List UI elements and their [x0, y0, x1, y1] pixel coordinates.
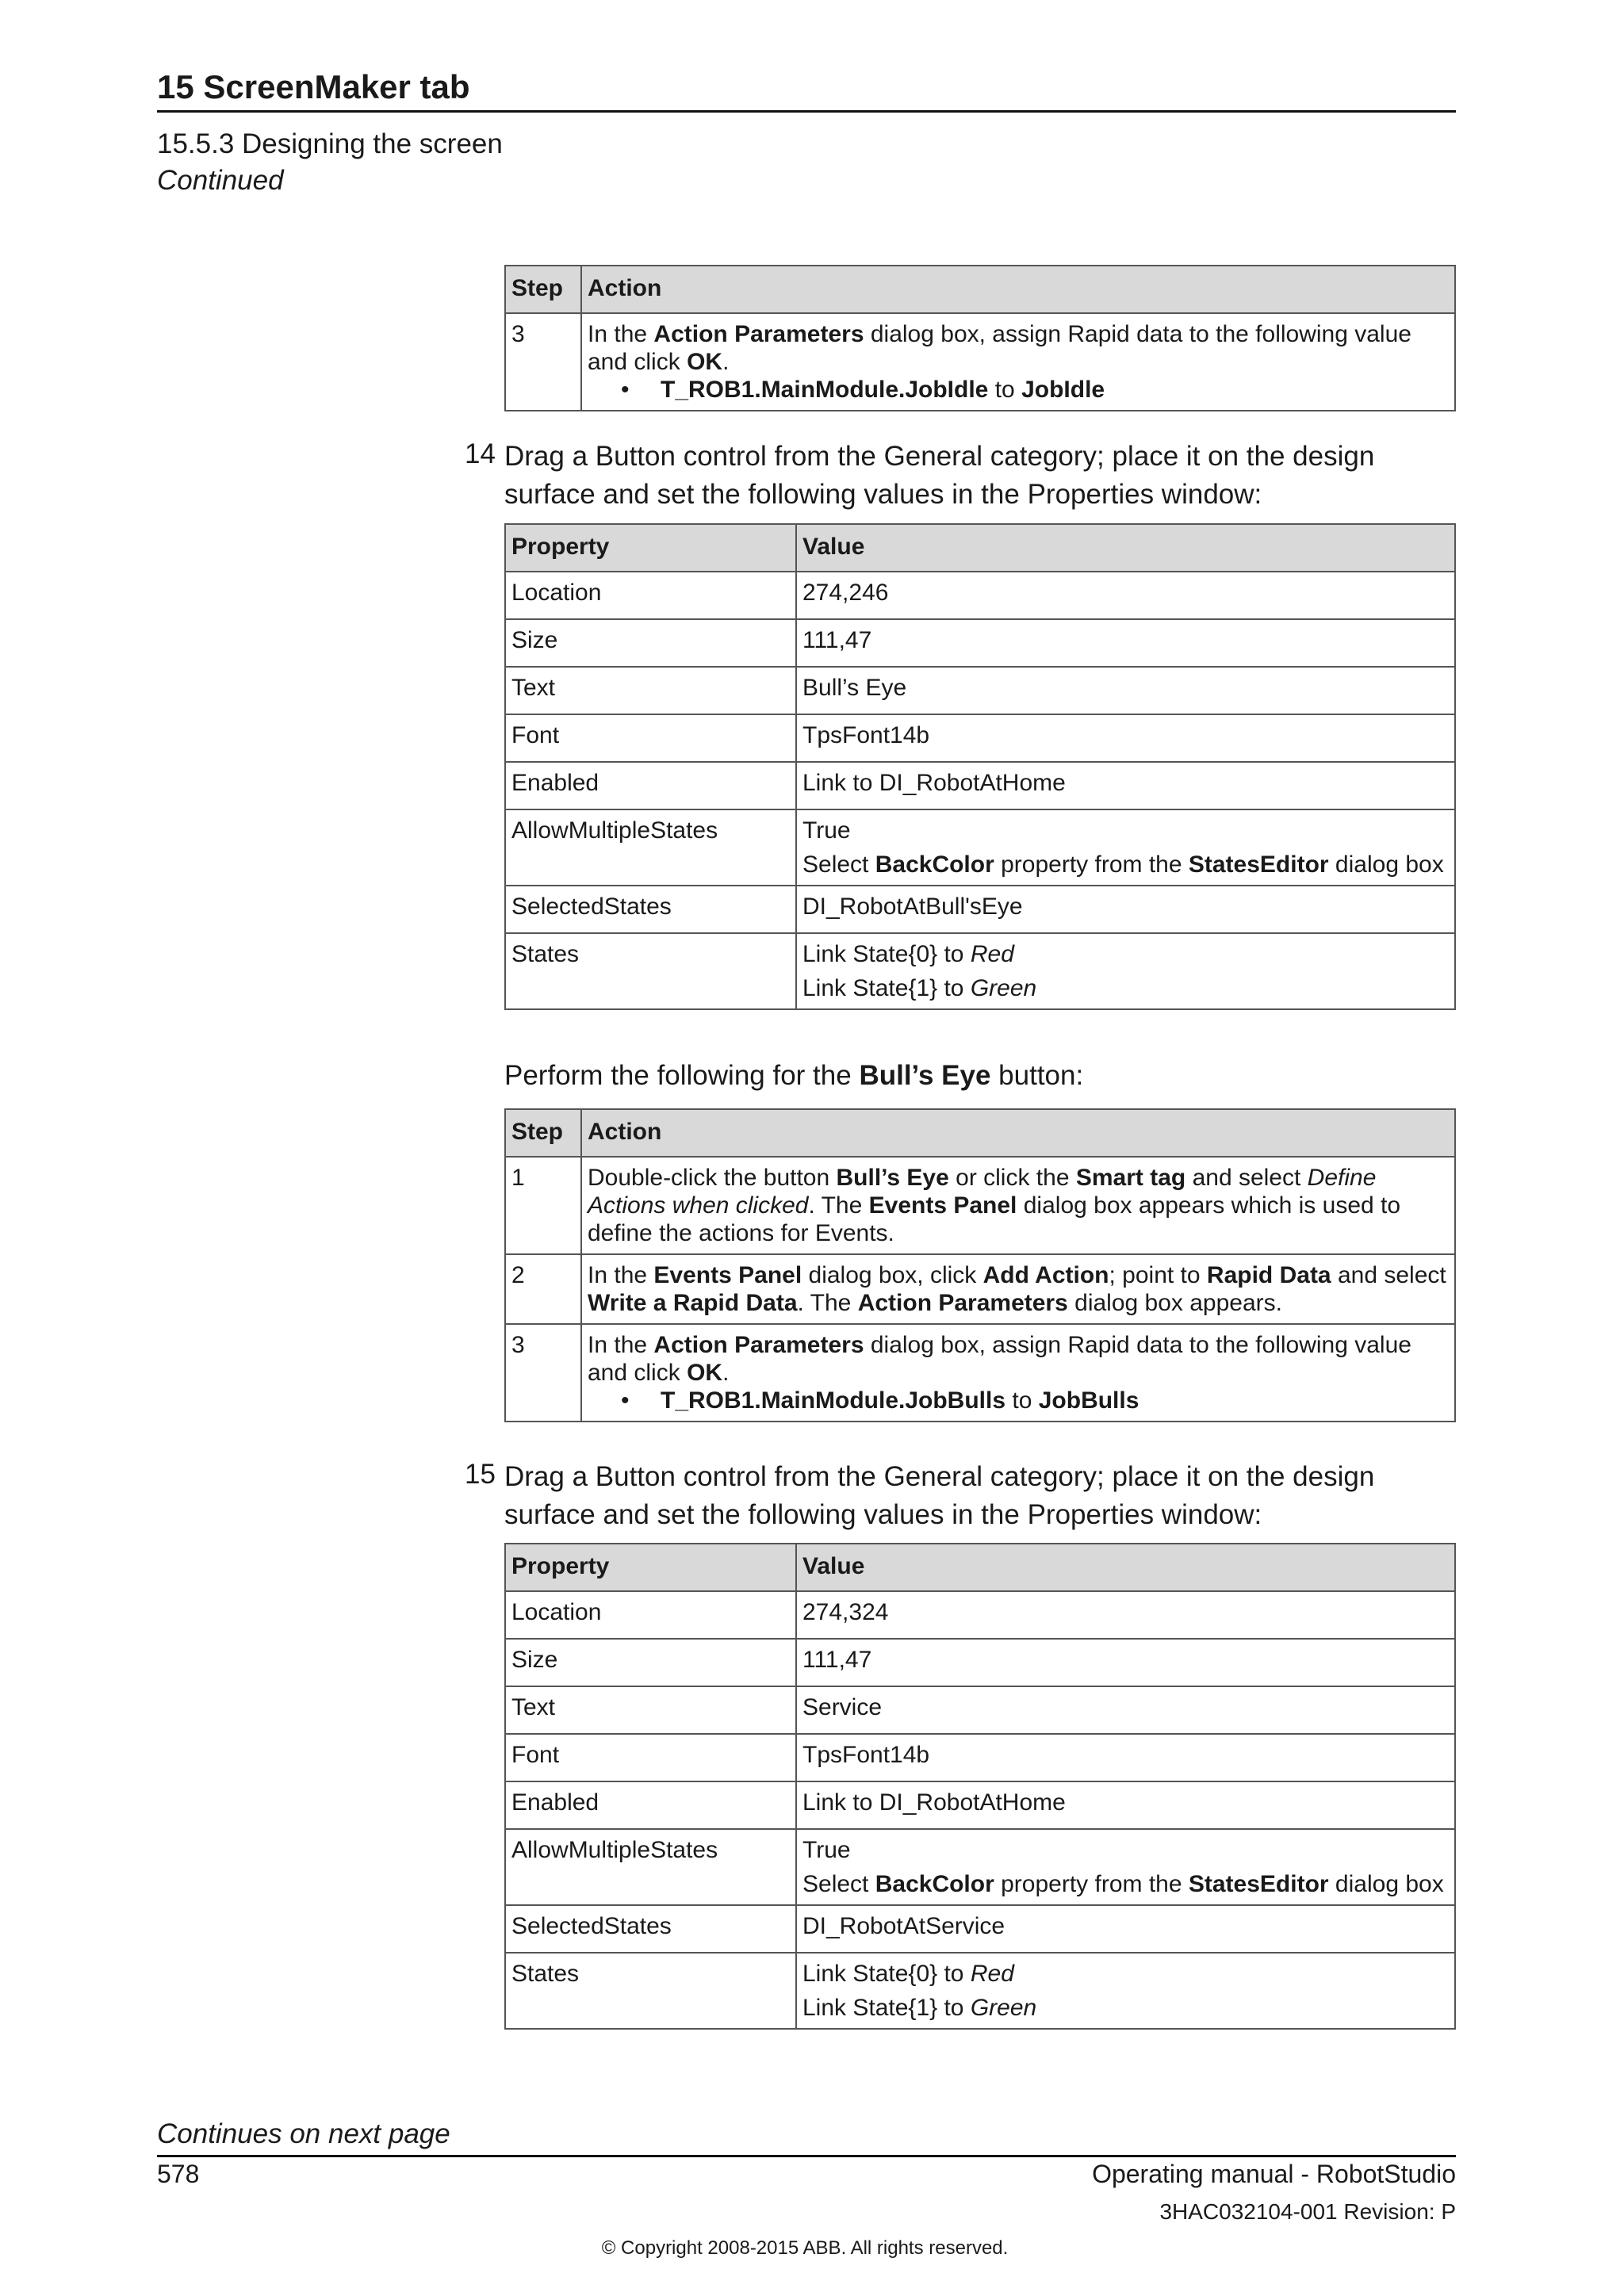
text: and select — [1185, 1165, 1308, 1191]
manual-title: Operating manual - RobotStudio — [1092, 2160, 1456, 2188]
table-row — [505, 1324, 1455, 1422]
value-cell: 111,47 — [796, 1639, 1455, 1686]
bold-term: OK — [687, 349, 723, 375]
bullet-dot: • — [621, 1387, 630, 1414]
text: Link State{1} to — [802, 1995, 971, 2021]
step-number-15: 15 — [465, 1459, 496, 1490]
bold-term: BackColor — [875, 851, 994, 878]
continued-label: Continued — [157, 165, 284, 196]
text: . The — [808, 1192, 869, 1219]
value-cell: Bull’s Eye — [796, 667, 1455, 714]
bold-term: BackColor — [875, 1871, 994, 1897]
italic-term: Red — [970, 941, 1014, 967]
table-row — [505, 714, 1455, 762]
property-cell: Text — [505, 1686, 796, 1734]
value-cell: 111,47 — [796, 619, 1455, 667]
table-row — [505, 1591, 1455, 1639]
bold-term: Bull’s Eye — [859, 1060, 991, 1091]
text: property from the — [994, 851, 1189, 878]
text: In the — [588, 1262, 654, 1288]
bold-term: StatesEditor — [1188, 1871, 1329, 1897]
bold-term: T_ROB1.MainModule.JobIdle — [661, 377, 989, 403]
text: Double-click the button — [588, 1165, 837, 1191]
property-cell: Font — [505, 1734, 796, 1781]
bold-term: Add Action — [982, 1262, 1109, 1288]
value-text: True — [802, 1837, 851, 1863]
bold-term: OK — [687, 1360, 723, 1386]
section-title: 15.5.3 Designing the screen — [157, 128, 503, 159]
property-cell: Text — [505, 667, 796, 714]
action-table-bulls-eye — [504, 1108, 1456, 1422]
text: . — [722, 1360, 730, 1386]
text: Select — [802, 851, 875, 878]
text: and select — [1331, 1262, 1446, 1288]
column-header-action: Action — [581, 266, 1455, 313]
value-cell — [796, 809, 1455, 886]
text: Link State{1} to — [802, 975, 971, 1001]
bold-term: StatesEditor — [1188, 851, 1329, 878]
property-cell: SelectedStates — [505, 1905, 796, 1953]
table-row — [505, 667, 1455, 714]
italic-term: Green — [970, 975, 1037, 1001]
table-row — [505, 1829, 1455, 1905]
bold-term: Rapid Data — [1206, 1262, 1331, 1288]
value-cell — [796, 1829, 1455, 1905]
bold-term: Events Panel — [653, 1262, 802, 1288]
text: ; point to — [1109, 1262, 1207, 1288]
value-cell — [796, 1953, 1455, 2029]
value-cell: TpsFont14b — [796, 1734, 1455, 1781]
step-number: 2 — [505, 1254, 581, 1324]
step-14-text: Drag a Button control from the General category; place it on the design surface and set the following values in the Properties window: — [504, 441, 1375, 510]
action-table-continued — [504, 265, 1456, 411]
step-action — [581, 313, 1455, 411]
value-cell: 274,324 — [796, 1591, 1455, 1639]
text: to — [1005, 1387, 1039, 1414]
properties-table-15 — [504, 1543, 1456, 2030]
table-row — [505, 1686, 1455, 1734]
step-action — [581, 1324, 1455, 1422]
continues-on-next-page: Continues on next page — [157, 2118, 450, 2149]
property-cell: AllowMultipleStates — [505, 1829, 796, 1905]
text: dialog box, assign Rapid data to the following value and click — [588, 321, 1411, 375]
step-15-text: Drag a Button control from the General category; place it on the design surface and set the following values in the Properties window: — [504, 1461, 1375, 1530]
value-cell: TpsFont14b — [796, 714, 1455, 762]
text: button: — [990, 1060, 1084, 1091]
table-row — [505, 1953, 1455, 2029]
column-header-step: Step — [505, 266, 581, 313]
bold-term: Action Parameters — [653, 1332, 864, 1358]
text: Select — [802, 1871, 875, 1897]
value-cell: DI_RobotAtBull'sEye — [796, 886, 1455, 933]
column-header-action: Action — [581, 1109, 1455, 1157]
bold-term: JobBulls — [1038, 1387, 1139, 1414]
step-number: 3 — [505, 1324, 581, 1422]
value-cell — [796, 933, 1455, 1009]
bullet-dot: • — [621, 377, 630, 403]
text: to — [988, 377, 1022, 403]
value-cell: Link to DI_RobotAtHome — [796, 1781, 1455, 1829]
table-row — [505, 1157, 1455, 1254]
property-cell: AllowMultipleStates — [505, 809, 796, 886]
footer-rule — [157, 2155, 1456, 2157]
step-number: 3 — [505, 313, 581, 411]
property-cell: States — [505, 1953, 796, 2029]
value-cell: Service — [796, 1686, 1455, 1734]
text: Link State{0} to — [802, 941, 971, 967]
bullet-item — [588, 1387, 1449, 1414]
text: Perform the following for the — [504, 1060, 860, 1091]
properties-table-14 — [504, 523, 1456, 1010]
property-cell: Enabled — [505, 762, 796, 809]
bold-term: Action Parameters — [857, 1290, 1068, 1316]
table-row — [505, 762, 1455, 809]
column-header-step: Step — [505, 1109, 581, 1157]
table-row — [505, 933, 1455, 1009]
property-cell: States — [505, 933, 796, 1009]
bold-term: Events Panel — [868, 1192, 1017, 1219]
bold-term: JobIdle — [1021, 377, 1105, 403]
column-header-property: Property — [505, 1544, 796, 1591]
column-header-value: Value — [796, 1544, 1455, 1591]
value-cell: Link to DI_RobotAtHome — [796, 762, 1455, 809]
text: . The — [797, 1290, 858, 1316]
property-cell: Enabled — [505, 1781, 796, 1829]
italic-term: Red — [970, 1961, 1014, 1987]
header-rule — [157, 110, 1456, 113]
text: property from the — [994, 1871, 1189, 1897]
bold-term: Write a Rapid Data — [588, 1290, 798, 1316]
text: dialog box — [1328, 851, 1444, 878]
table-row — [505, 1905, 1455, 1953]
table-row — [505, 619, 1455, 667]
property-cell: Size — [505, 619, 796, 667]
text: . — [722, 349, 730, 375]
step-action — [581, 1157, 1455, 1254]
bullet-item — [588, 376, 1449, 404]
property-cell: Size — [505, 1639, 796, 1686]
text: Link State{0} to — [802, 1961, 971, 1987]
table-row — [505, 886, 1455, 933]
value-note — [802, 1870, 1449, 1898]
value-cell: 274,246 — [796, 572, 1455, 619]
table-row — [505, 313, 1455, 411]
value-note — [802, 974, 1449, 1002]
table-row — [505, 1734, 1455, 1781]
chapter-title: 15 ScreenMaker tab — [157, 68, 470, 105]
text: dialog box — [1328, 1871, 1444, 1897]
step-number: 1 — [505, 1157, 581, 1254]
italic-term: Define Actions when clicked — [588, 1165, 1377, 1219]
text: or click the — [948, 1165, 1076, 1191]
property-cell: Location — [505, 572, 796, 619]
table-row — [505, 809, 1455, 886]
text: dialog box, assign Rapid data to the following value and click — [588, 1332, 1411, 1386]
text: In the — [588, 321, 654, 347]
value-note — [802, 1994, 1449, 2022]
table-row — [505, 572, 1455, 619]
text: dialog box, click — [802, 1262, 983, 1288]
property-cell: Font — [505, 714, 796, 762]
step-action — [581, 1254, 1455, 1324]
bold-term: Action Parameters — [653, 321, 864, 347]
perform-instruction — [504, 1060, 1083, 1092]
document-id: 3HAC032104-001 Revision: P — [1159, 2199, 1456, 2224]
table-row — [505, 1254, 1455, 1324]
column-header-value: Value — [796, 524, 1455, 572]
italic-term: Green — [970, 1995, 1037, 2021]
copyright: © Copyright 2008-2015 ABB. All rights reserved. — [601, 2237, 1009, 2259]
text: dialog box appears which is used to define the actions for Events. — [588, 1192, 1401, 1246]
value-note — [802, 851, 1449, 878]
step-number-14: 14 — [465, 438, 496, 469]
column-header-property: Property — [505, 524, 796, 572]
bold-term: Smart tag — [1075, 1165, 1186, 1191]
value-text: True — [802, 817, 851, 844]
value-cell: DI_RobotAtService — [796, 1905, 1455, 1953]
bold-term: T_ROB1.MainModule.JobBulls — [661, 1387, 1006, 1414]
text: In the — [588, 1332, 654, 1358]
text: dialog box appears. — [1067, 1290, 1282, 1316]
table-row — [505, 1639, 1455, 1686]
page-number: 578 — [157, 2160, 200, 2188]
table-row — [505, 1781, 1455, 1829]
bold-term: Bull’s Eye — [836, 1165, 949, 1191]
property-cell: SelectedStates — [505, 886, 796, 933]
property-cell: Location — [505, 1591, 796, 1639]
